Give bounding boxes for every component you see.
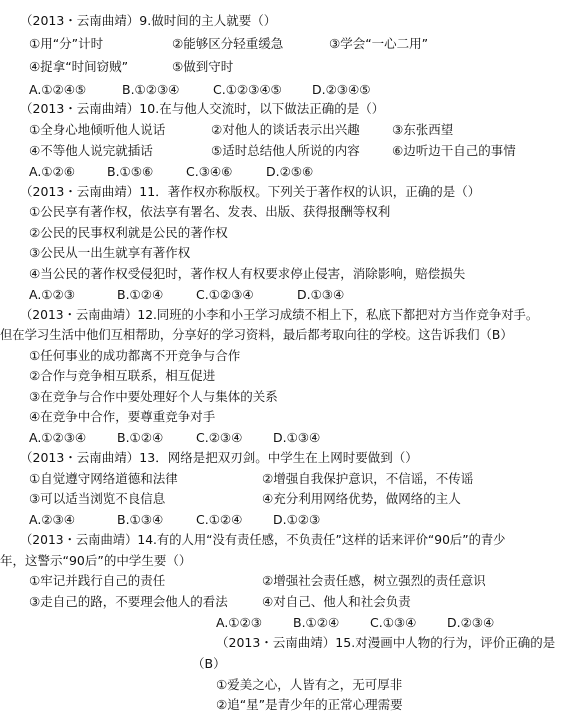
q14-option-3: ③走自己的路，不要理会他人的看法 [29, 594, 228, 609]
q13-option-2: ②增强自我保护意识，不信谣，不传谣 [262, 471, 474, 486]
q14-option-1: ①牢记并践行自己的责任 [29, 573, 166, 588]
q14-option-4: ④对自己、他人和社会负责 [262, 594, 411, 609]
q10-option-5: ⑤适时总结他人所说的内容 [211, 143, 360, 158]
q14-answer-a: A.①②③ [216, 615, 262, 630]
q10-option-6: ⑥边听边干自己的事情 [392, 143, 516, 158]
q15-option-1: ①爱美之心，人皆有之，无可厚非 [216, 677, 403, 692]
q14-option-2: ②增强社会责任感，树立强烈的责任意识 [262, 573, 486, 588]
q13-option-3: ③可以适当浏览不良信息 [29, 491, 166, 506]
q9-option-1: ①用“分”计时 [29, 36, 104, 51]
question-12-stem-line-1: （2013・云南曲靖）12.同班的小李和小王学习成绩不相上下，私底下都把对方当作竞争对手。 [20, 308, 539, 322]
q12-option-4: ④在竞争中合作，要尊重竞争对手 [29, 409, 216, 424]
q11-answer-a: A.①②③ [29, 287, 75, 302]
question-15-stem-line-2: （B） [192, 656, 226, 671]
q10-option-2: ②对他人的谈话表示出兴趣 [211, 122, 360, 137]
q12-option-3: ③在竞争与合作中要处理好个人与集体的关系 [29, 389, 278, 404]
question-9-stem: （2013・云南曲靖）9.做时间的主人就要（） [20, 13, 277, 28]
question-13-stem: （2013・云南曲靖）13．网络是把双刃剑。中学生在上网时要做到（） [20, 450, 418, 465]
q13-answer-c: C.①②④ [196, 512, 243, 527]
q11-option-4: ④当公民的著作权受侵犯时，著作权人有权要求停止侵害，消除影响，赔偿损失 [29, 266, 466, 281]
q12-answer-b: B.①②④ [117, 430, 164, 445]
q14-answer-b: B.①②④ [293, 615, 340, 630]
q11-option-3: ③公民从一出生就享有著作权 [29, 245, 191, 260]
question-14-stem-line-2: 年，这警示“90后”的中学生要（） [0, 553, 192, 568]
q9-answer-c: C.①②③④⑤ [213, 82, 282, 97]
q13-answer-a: A.②③④ [29, 512, 75, 527]
q14-answer-d: D.②③④ [447, 615, 495, 630]
q13-option-1: ①自觉遵守网络道德和法律 [29, 471, 178, 486]
q12-option-2: ②合作与竞争相互联系，相互促进 [29, 368, 216, 383]
q12-answer-a: A.①②③④ [29, 430, 87, 445]
q13-answer-d: D.①②③ [273, 512, 321, 527]
q12-answer-c: C.②③④ [196, 430, 243, 445]
q10-answer-b: B.①⑤⑥ [107, 164, 154, 179]
question-10-stem: （2013・云南曲靖）10.在与他人交流时，以下做法正确的是（） [20, 101, 385, 116]
q15-option-2: ②追“星”是青少年的正常心理需要 [216, 697, 403, 712]
question-11-stem: （2013・云南曲靖）11．著作权亦称版权。下列关于著作权的认识，正确的是（） [20, 184, 481, 199]
q9-option-5: ⑤做到守时 [172, 59, 234, 74]
q11-option-1: ①公民享有著作权，依法享有署名、发表、出版、获得报酬等权利 [29, 204, 391, 219]
q9-option-3: ③学会“一心二用” [329, 36, 429, 51]
q9-answer-b: B.①②③④ [122, 82, 180, 97]
q10-answer-c: C.③④⑥ [186, 164, 233, 179]
q9-option-4: ④捉拿“时间窃贼” [29, 59, 129, 74]
q10-answer-a: A.①②⑥ [29, 164, 75, 179]
q10-option-4: ④不等他人说完就插话 [29, 143, 153, 158]
question-14-stem-line-1: （2013・云南曲靖）14.有的人用“没有责任感，不负责任”这样的话来评价“90后”的青少 [20, 533, 506, 547]
q13-answer-b: B.①③④ [117, 512, 164, 527]
q10-option-3: ③东张西望 [392, 122, 454, 137]
q10-option-1: ①全身心地倾听他人说话 [29, 122, 166, 137]
q11-answer-d: D.①③④ [297, 287, 345, 302]
q12-option-1: ①任何事业的成功都离不开竞争与合作 [29, 348, 241, 363]
q11-option-2: ②公民的民事权利就是公民的著作权 [29, 225, 228, 240]
q11-answer-b: B.①②④ [117, 287, 164, 302]
q9-option-2: ②能够区分轻重缓急 [172, 36, 284, 51]
q9-answer-a: A.①②④⑤ [29, 82, 87, 97]
q13-option-4: ④充分利用网络优势，做网络的主人 [262, 491, 461, 506]
q14-answer-c: C.①③④ [370, 615, 417, 630]
q12-answer-d: D.①③④ [273, 430, 321, 445]
question-12-stem-line-2: 但在学习生活中他们互相帮助，分享好的学习资料，最后都考取向往的学校。这告诉我们（B） [0, 328, 513, 342]
q9-answer-d: D.②③④⑤ [312, 82, 371, 97]
q11-answer-c: C.①②③④ [196, 287, 254, 302]
q10-answer-d: D.②⑤⑥ [266, 164, 314, 179]
question-15-stem-line-1: （2013・云南曲靖）15.对漫画中人物的行为，评价正确的是 [216, 635, 556, 650]
